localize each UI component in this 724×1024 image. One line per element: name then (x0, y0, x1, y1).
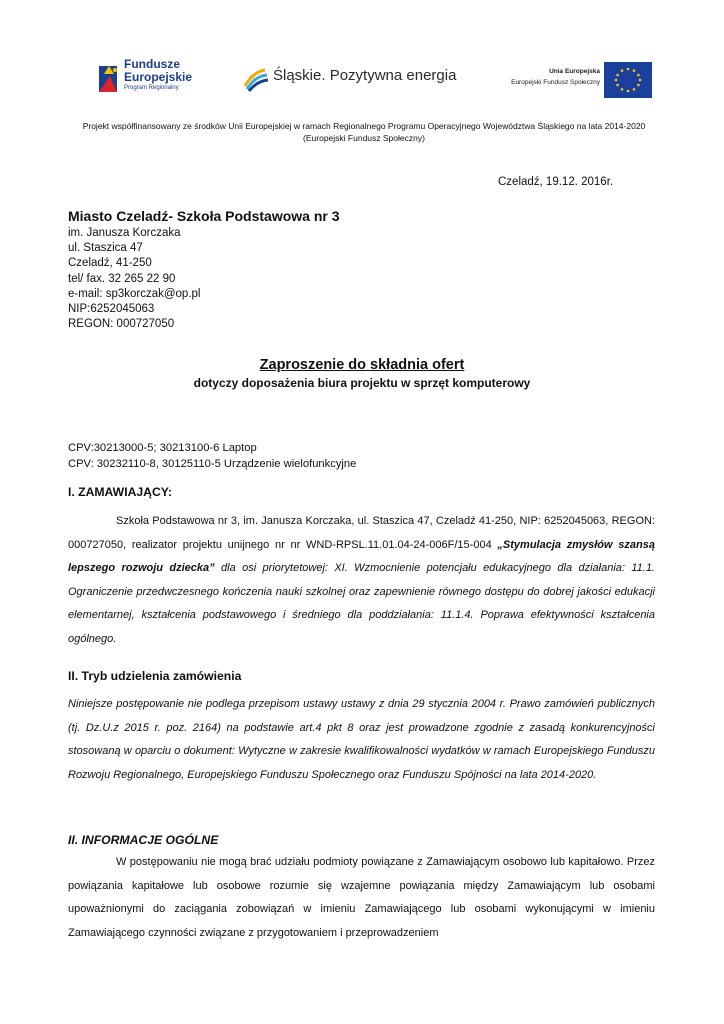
fe-star-icon (96, 60, 122, 98)
address-line: tel/ fax. 32 265 22 90 (68, 272, 176, 285)
address-line: NIP:6252045063 (68, 303, 155, 316)
section-body-zamawiajacy (68, 510, 655, 651)
logo-bar (0, 54, 724, 106)
address-line: im. Janusza Korczaka (68, 227, 181, 239)
title-main: Zaproszenie do składnia ofert (259, 357, 465, 373)
s1-normal: Szkoła Podstawowa nr 3, im. Janusza Korczaka, ul. Staszica 47, Czeladź 41-250, NIP: 6252045063, REGON: 000727050, realizator projektu unijnego nr nr WND-RPSL.11.01.04-24-006F/15-004 (68, 515, 655, 551)
s1-italic: dla osi priorytetowej: XI. Wzmocnienie potencjału edukacyjnego dla działania: 11.1. Ograniczenie przedwczesnego kończenia nauki szkolnej oraz zapewnienie równego dostępu do dobrej jakości edukacji elementarnej, kształcenia podstawowego i średniego dla poddziałania: 11.1.4. Poprawa efektywności kształcenia ogólnego. (68, 562, 655, 645)
title-subtitle: dotyczy doposażenia biura projektu w sprzęt komputerowy (193, 376, 531, 390)
slaskie-brand: Śląskie. (273, 67, 326, 84)
address-line: Czeladź, 41-250 (68, 257, 152, 270)
eu-flag-icon (604, 62, 652, 98)
section-body-informacje: W postępowaniu nie mogą brać udziału podmioty powiązane z Zamawiającym osobowo lub kapitałowo. Przez powiązania kapitałowe lub osobowe rozumie się wzajemne powiązania między Zamawiającym lub osobami upoważnionymi do zaciągania zobowiązań w imieniu Zamawiającego lub osobami wykonującymi w imieniu Zamawiającego czynności związane z przygotowaniem i przeprowadzeniem (68, 856, 655, 939)
ue-logo (504, 62, 654, 100)
section-heading-tryb: II. Tryb udzielenia zamówienia (68, 669, 242, 683)
s1-project-title: „Stymulacja zmysłów szansą lepszego rozwoju dziecka” (68, 538, 655, 574)
section-body-tryb: Niniejsze postępowanie nie podlega przepisom ustawy ustawy z dnia 29 stycznia 2004 r. Prawo zamówień publicznych (tj. Dz.U.z 2015 r. poz. 2164) na podstawie art.4 pkt 8 oraz jest prowadzone zgodnie z zasadą konkurencyjności stosowaną w oparciu o dokument: Wytyczne w zakresie kwalifikowalności wydatków w ramach Europejskiego Funduszu Rozwoju Regionalnego, Europejskiego Funduszu Społecznego oraz Funduszu Spójności na lata 2014-2020. (68, 698, 655, 781)
ue-line1: Unia Europejska (549, 68, 600, 75)
section-heading-informacje: II. INFORMACJE OGÓLNE (68, 833, 219, 847)
fe-line1: Fundusze (124, 57, 180, 71)
slaskie-logo (243, 64, 473, 94)
address-line: REGON: 000727050 (68, 318, 175, 331)
slaskie-slogan: Pozytywna energia (329, 67, 457, 84)
cpv-codes (68, 441, 356, 472)
address-block (68, 208, 340, 332)
document-title (0, 357, 724, 390)
section-heading-zamawiajacy: I. ZAMAWIAJĄCY: (68, 485, 173, 499)
document-date: Czeladź, 19.12. 2016r. (498, 176, 614, 188)
cofinancing-note: Projekt współfinansowany ze środków Unii Europejskiej w ramach Regionalnego Programu Operacyjnego Województwa Śląskiego na lata 2014-2020 (Europejski Fundusz Społeczny) (82, 121, 646, 143)
ue-line2: Europejski Fundusz Społeczny (511, 79, 600, 86)
fe-line2: Europejskie (124, 70, 193, 84)
fe-line3: Program Regionalny (124, 85, 179, 91)
address-line: ul. Staszica 47 (68, 242, 143, 255)
address-line: e-mail: sp3korczak@op.pl (68, 287, 201, 300)
fundusze-europejskie-logo (96, 58, 196, 102)
slaskie-swoosh-icon (243, 66, 269, 92)
institution-name: Miasto Czeladź- Szkoła Podstawowa nr 3 (68, 208, 340, 224)
cpv-line: CPV:30213000-5; 30213100-6 Laptop (68, 442, 257, 454)
cpv-line: CPV: 30232110-8, 30125110-5 Urządzenie wielofunkcyjne (68, 457, 357, 470)
